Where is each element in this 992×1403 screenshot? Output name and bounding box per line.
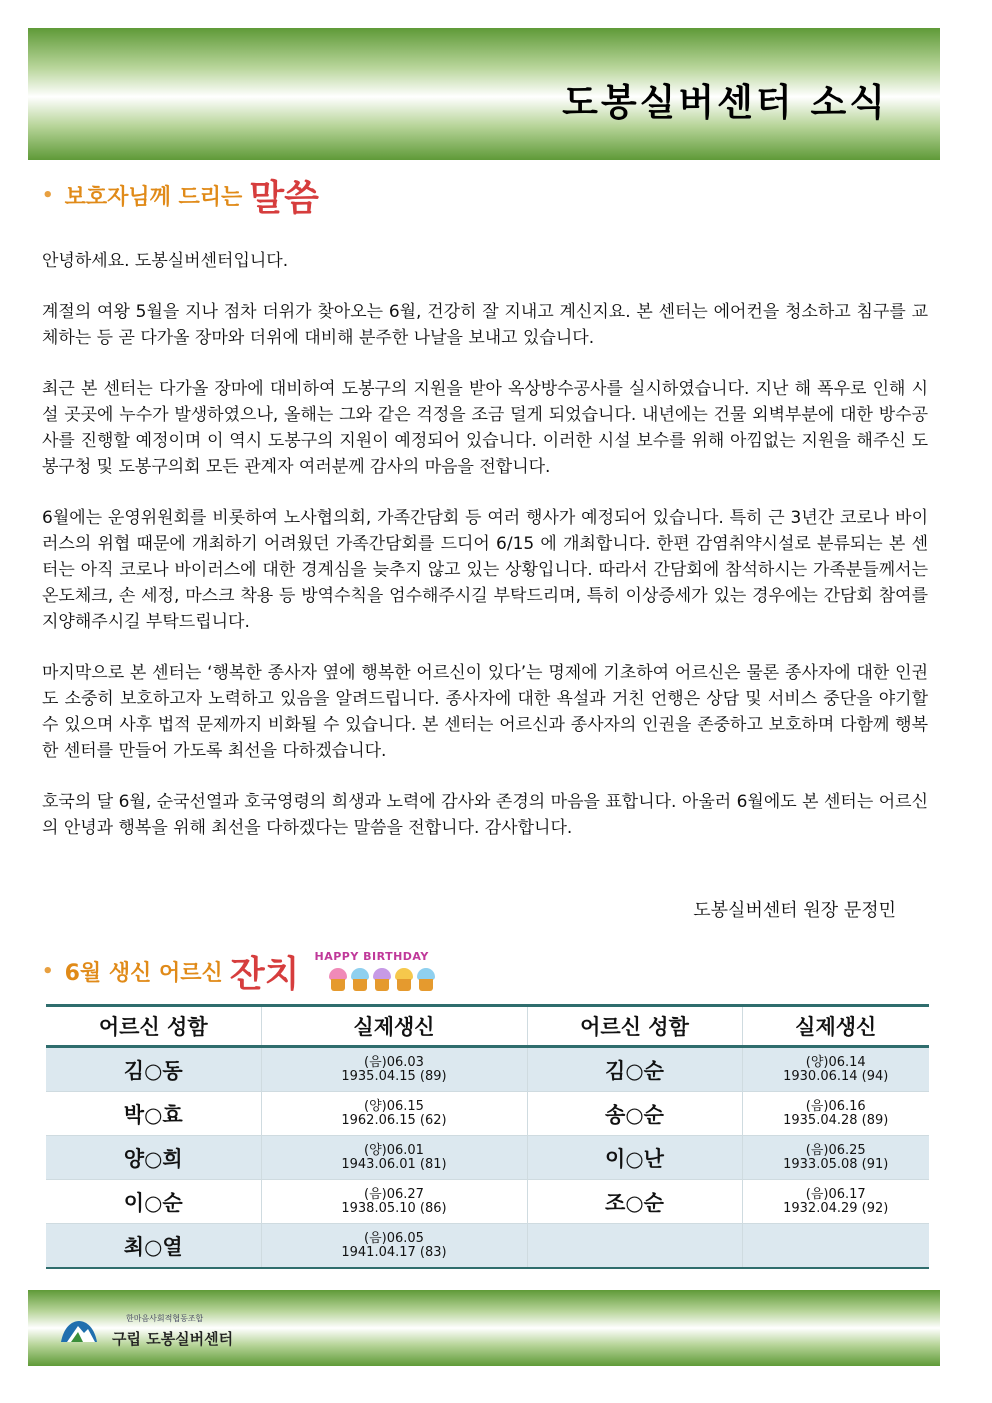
- birth-date-age: 1938.05.10 (86): [341, 1200, 447, 1216]
- birthday-cell: [742, 1047, 929, 1092]
- elder-name: 이○순: [46, 1180, 261, 1224]
- birthday-date: (양)06.14: [805, 1054, 866, 1070]
- birthday-table: [46, 1004, 929, 1269]
- birthday-date: (양)06.01: [364, 1142, 424, 1158]
- birthday-cell: [261, 1180, 527, 1224]
- birthday-cell: [261, 1136, 527, 1180]
- signature: 도봉실버센터 원장 문정민: [693, 900, 896, 921]
- birth-date-age: 1933.05.08 (91): [783, 1156, 889, 1172]
- birth-date-age: 1935.04.15 (89): [341, 1068, 447, 1084]
- birthday-cupcakes-icon: [315, 950, 441, 994]
- birthday-cell: [261, 1224, 527, 1269]
- birth-date-age: 1935.04.28 (89): [783, 1112, 889, 1128]
- bullet-icon: •: [42, 961, 54, 982]
- letter-paragraph: 마지막으로 본 센터는 ‘행복한 종사자 옆에 행복한 어르신이 있다’는 명제에 기초하여 어르신은 물론 종사자에 대한 인권도 소중히 보호하고자 노력하고 있음을 알려드립니다. 종사자에 대한 욕설과 거친 언행은 상담 및 서비스 중단을 야기할 수 있으며 사후 법적 문제까지 비화될 수 있습니다. 본 센터는 어르신과 종사자의 인권을 존중하고 보호하며 다함께 행복한 센터를 만들어 가도록 최선을 다하겠습니다.: [42, 663, 928, 761]
- elder-name: 김○동: [46, 1047, 261, 1092]
- bullet-icon: •: [42, 185, 54, 206]
- birthday-date: (음)06.05: [364, 1230, 424, 1246]
- table-row: [46, 1047, 929, 1092]
- table-row: [46, 1224, 929, 1269]
- cupcake-icon: [329, 968, 347, 992]
- birthday-cell: [742, 1224, 929, 1269]
- column-header: 어르신 성함: [527, 1006, 742, 1047]
- elder-name: 조○순: [527, 1180, 742, 1224]
- elder-name: [527, 1224, 742, 1269]
- birthday-cell: [742, 1136, 929, 1180]
- letter-paragraph: 호국의 달 6월, 순국선열과 호국영령의 희생과 노력에 감사와 존경의 마음을 표합니다. 아울러 6월에도 본 센터는 어르신의 안녕과 행복을 위해 최선을 다하겠다는 말씀을 전합니다. 감사합니다.: [42, 792, 928, 838]
- letter-paragraph: 6월에는 운영위원회를 비롯하여 노사협의회, 가족간담회 등 여러 행사가 예정되어 있습니다. 특히 근 3년간 코로나 바이러스의 위협 때문에 개최하기 어려웠던 가족간담회를 드디어 6/15 에 개최합니다. 한편 감염취약시설로 분류되는 본 센터는 아직 코로나 바이러스에 대한 경계심을 늦추지 않고 있는 상황입니다. 따라서 간담회에 참석하시는 가족분들께서는 온도체크, 손 세정, 마스크 착용 등 방역수칙을 엄수해주시길 부탁드리며, 특히 이상증세가 있는 경우에는 간담회 참여를 지양해주시길 부탁드립니다.: [42, 508, 928, 632]
- cupcake-icon: [351, 968, 369, 992]
- cupcake-icon: [373, 968, 391, 992]
- elder-name: 박○효: [46, 1092, 261, 1136]
- mountain-logo-icon: [58, 1308, 100, 1346]
- letter-paragraph: 최근 본 센터는 다가올 장마에 대비하여 도봉구의 지원을 받아 옥상방수공사를 실시하였습니다. 지난 해 폭우로 인해 시설 곳곳에 누수가 발생하였으나, 올해는 그와 같은 걱정을 조금 덜게 되었습니다. 내년에는 건물 외벽부분에 대한 방수공사를 진행할 예정이며 이 역시 도봉구의 지원이 예정되어 있습니다. 이러한 시설 보수를 위해 아낌없는 지원을 해주신 도봉구청 및 도봉구의회 모든 관계자 여러분께 감사의 마음을 전합니다.: [42, 379, 928, 477]
- table-row: [46, 1136, 929, 1180]
- birth-date-age: 1932.04.29 (92): [783, 1200, 889, 1216]
- elder-name: 송○순: [527, 1092, 742, 1136]
- org-subtitle: 한마음사회적협동조합: [126, 1314, 204, 1323]
- section-heading-message: [42, 170, 319, 221]
- birth-date-age: 1962.06.15 (62): [341, 1112, 447, 1128]
- section-heading-big: 잔치: [229, 954, 300, 995]
- table-row: [46, 1092, 929, 1136]
- birthday-cell: [742, 1180, 929, 1224]
- birth-date-age: 1930.06.14 (94): [783, 1068, 889, 1084]
- column-header: 실제생신: [261, 1006, 527, 1047]
- birthday-cell: [261, 1092, 527, 1136]
- birthday-date: (음)06.27: [364, 1186, 424, 1202]
- section-heading-small: 보호자님께 드리는: [64, 185, 243, 210]
- table-header-row: [46, 1006, 929, 1047]
- happy-birthday-text: HAPPY BIRTHDAY: [314, 949, 429, 963]
- header-banner: [28, 28, 940, 160]
- column-header: 어르신 성함: [46, 1006, 261, 1047]
- birthday-date: (음)06.25: [805, 1142, 866, 1158]
- birthday-date: (양)06.15: [364, 1098, 424, 1114]
- birthday-date: (음)06.03: [364, 1054, 424, 1070]
- column-header: 실제생신: [742, 1006, 929, 1047]
- birth-date-age: 1941.04.17 (83): [341, 1244, 447, 1260]
- cupcake-icon: [395, 968, 413, 992]
- cupcake-icon: [417, 968, 435, 992]
- page-title: 도봉실버센터 소식: [562, 81, 888, 124]
- letter-paragraph: 계절의 여왕 5월을 지나 점차 더위가 찾아오는 6월, 건강히 잘 지내고 계신지요. 본 센터는 에어컨을 청소하고 침구를 교체하는 등 곧 다가올 장마와 더위에 대비해 분주한 나날을 보내고 있습니다.: [42, 302, 928, 348]
- table-row: [46, 1180, 929, 1224]
- elder-name: 김○순: [527, 1047, 742, 1092]
- org-name: 구립 도봉실버센터: [112, 1330, 234, 1348]
- section-heading-small: 6월 생신 어르신: [64, 961, 223, 986]
- letter-paragraph: 안녕하세요. 도봉실버센터입니다.: [42, 251, 289, 271]
- elder-name: 이○난: [527, 1136, 742, 1180]
- birth-date-age: 1943.06.01 (81): [341, 1156, 447, 1172]
- birthday-cell: [261, 1047, 527, 1092]
- section-heading-big: 말씀: [249, 178, 319, 219]
- birthday-date: (음)06.17: [805, 1186, 866, 1202]
- birthday-date: (음)06.16: [805, 1098, 866, 1114]
- letter-body: [42, 248, 928, 866]
- footer-banner: [28, 1290, 940, 1366]
- section-heading-birthday: [42, 946, 441, 997]
- elder-name: 최○열: [46, 1224, 261, 1269]
- birthday-cell: [742, 1092, 929, 1136]
- elder-name: 양○희: [46, 1136, 261, 1180]
